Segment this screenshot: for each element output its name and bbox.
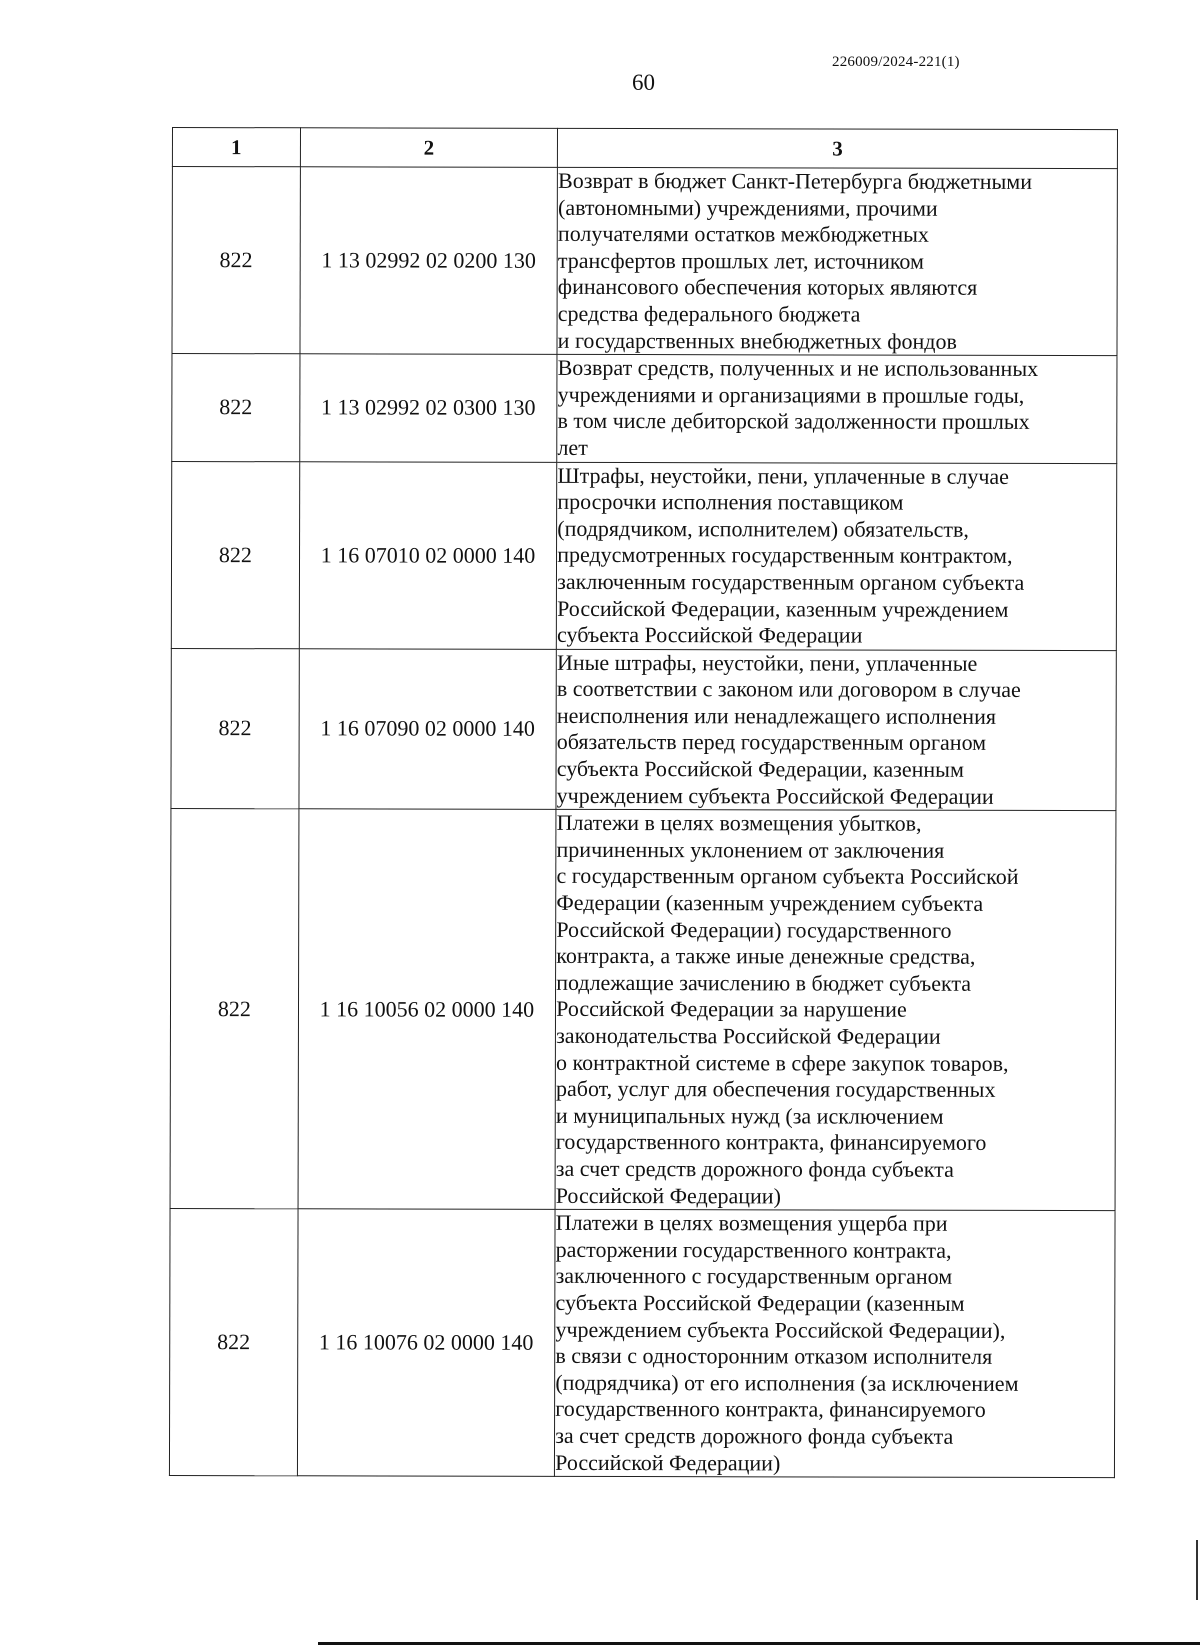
bottom-rule (318, 1642, 1200, 1645)
description-line: государственного контракта, финансируемого (555, 1129, 987, 1156)
description-cell (555, 1210, 1115, 1478)
description-line: (автономными) учреждениями, прочими (557, 194, 938, 221)
description-line: расторжении государственного контракта, (555, 1236, 952, 1263)
description-line: лет (557, 434, 588, 460)
scan-edge-mark (1196, 1540, 1198, 1600)
admin-code-cell: 822 (172, 167, 300, 354)
table-row (169, 1209, 1115, 1478)
description-line: Платежи в целях возмещения убытков, (556, 810, 922, 836)
description-line: работ, услуг для обеспечения государственных (555, 1076, 996, 1103)
admin-code-cell: 822 (171, 461, 299, 648)
description-line: (подрядчика) от его исполнения (за исключением (555, 1369, 1019, 1396)
description-line: Платежи в целях возмещения ущерба при (555, 1210, 948, 1236)
column-header-3: 3 (558, 128, 1118, 168)
table-row (171, 648, 1116, 811)
description-cell (556, 649, 1116, 811)
description-line: средства федерального бюджета (557, 300, 861, 327)
budget-code-cell: 1 13 02992 02 0300 130 (299, 354, 557, 462)
description-line: подлежащие зачислению в бюджет субъекта (556, 969, 972, 996)
description-line: о контрактной системе в сфере закупок товаров, (556, 1049, 1009, 1076)
description-line: в соответствии с законом или договором в случае (556, 676, 1021, 703)
description-line: и государственных внебюджетных фондов (557, 327, 957, 354)
description-line: и муниципальных нужд (за исключением (555, 1102, 944, 1129)
table-header-row (172, 128, 1117, 169)
admin-code-cell: 822 (170, 809, 299, 1209)
budget-codes-table (169, 127, 1118, 1478)
table-row (170, 809, 1116, 1211)
description-line: субъекта Российской Федерации, казенным (556, 755, 964, 782)
description-line: законодательства Российской Федерации (556, 1022, 941, 1049)
description-line: предусмотренных государственным контрактом, (557, 542, 1013, 569)
admin-code-cell: 822 (172, 354, 300, 462)
description-line: Иные штрафы, неустойки, пени, уплаченные (556, 649, 978, 676)
description-line: получателями остатков межбюджетных (557, 221, 929, 247)
description-line: заключенного с государственным органом (555, 1263, 953, 1290)
document-id: 226009/2024-221(1) (832, 54, 960, 70)
description-line: контракта, а также иные денежные средства, (556, 943, 976, 970)
description-line: финансового обеспечения которых являются (557, 274, 978, 301)
description-cell (557, 355, 1117, 464)
table-row (172, 354, 1117, 464)
budget-code-cell: 1 16 10076 02 0000 140 (297, 1209, 555, 1477)
table-body (169, 167, 1117, 1478)
description-line: за счет средств дорожного фонда субъекта (555, 1155, 954, 1182)
description-line: учреждением субъекта Российской Федерации (556, 782, 994, 809)
admin-code-cell: 822 (169, 1209, 297, 1476)
table-row (172, 167, 1117, 356)
description-line: в том числе дебиторской задолженности прошлых (557, 408, 1030, 435)
description-line: Штрафы, неустойки, пени, уплаченные в случае (557, 462, 1009, 489)
description-line: трансфертов прошлых лет, источником (557, 247, 924, 274)
description-line: Возврат средств, полученных и не использованных (557, 355, 1039, 382)
column-header-2: 2 (300, 128, 558, 168)
table-row (171, 461, 1116, 650)
description-line: причиненных уклонением от заключения (556, 836, 945, 863)
description-line: в связи с односторонним отказом исполнителя (555, 1342, 993, 1369)
description-line: государственного контракта, финансируемого (555, 1396, 986, 1423)
budget-code-cell: 1 16 07010 02 0000 140 (299, 461, 557, 649)
description-line: Российской Федерации) (555, 1182, 781, 1208)
description-line: (подрядчиком, исполнителем) обязательств, (557, 515, 969, 542)
description-cell (557, 462, 1117, 650)
description-line: Российской Федерации) (555, 1449, 781, 1475)
budget-code-cell: 1 13 02992 02 0200 130 (300, 167, 558, 355)
description-line: неисполнения или ненадлежащего исполнения (556, 702, 997, 729)
description-line: субъекта Российской Федерации (557, 621, 863, 648)
description-line: учреждением субъекта Российской Федерации), (555, 1316, 1006, 1343)
column-header-1: 1 (172, 128, 300, 167)
page-number: 60 (632, 70, 655, 95)
description-line: заключенным государственным органом субъекта (557, 568, 1025, 595)
description-line: обязательств перед государственным органом (556, 729, 987, 756)
description-cell (557, 167, 1117, 355)
description-line: просрочки исполнения поставщиком (557, 489, 904, 515)
budget-code-cell: 1 16 07090 02 0000 140 (299, 648, 557, 809)
description-line: за счет средств дорожного фонда субъекта (555, 1422, 954, 1449)
budget-code-cell: 1 16 10056 02 0000 140 (298, 809, 556, 1209)
admin-code-cell: 822 (171, 648, 299, 809)
description-line: с государственным органом субъекта Российской (556, 863, 1019, 890)
description-line: Российской Федерации, казенным учреждением (557, 595, 1009, 622)
description-line: учреждениями и организациями в прошлые годы, (557, 381, 1025, 408)
description-line: субъекта Российской Федерации (казенным (555, 1289, 965, 1316)
description-cell (555, 810, 1116, 1211)
description-line: Российской Федерации) государственного (556, 916, 952, 943)
description-line: Российской Федерации за нарушение (556, 996, 907, 1023)
description-line: Возврат в бюджет Санкт-Петербурга бюджетными (558, 167, 1033, 194)
description-line: Федерации (казенным учреждением субъекта (556, 889, 984, 916)
